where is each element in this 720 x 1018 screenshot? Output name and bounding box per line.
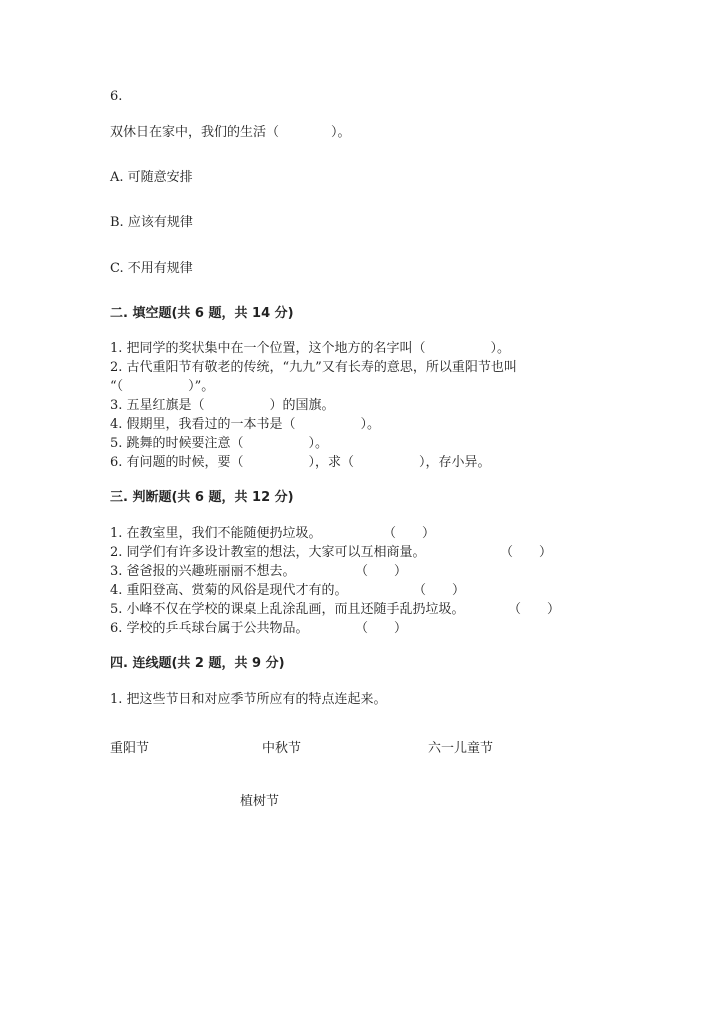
section4-title: 四. 连线题(共 2 题，共 9 分) bbox=[110, 656, 285, 671]
section3-title: 三. 判断题(共 6 题，共 12 分) bbox=[110, 490, 294, 505]
fill-line-6: 6. 有问题的时候，要（ ），求（ ），存小异。 bbox=[110, 455, 491, 470]
q6-option-c: C. 不用有规律 bbox=[110, 261, 193, 276]
judge-bracket-6: （ ） bbox=[355, 621, 408, 636]
fill-line-4: 4. 假期里，我看过的一本书是（ ）。 bbox=[110, 417, 381, 432]
judge-bracket-2: （ ） bbox=[500, 545, 553, 560]
matching-question-1: 1. 把这些节日和对应季节所应有的特点连起来。 bbox=[110, 692, 387, 707]
festival-childrens-day: 六一儿童节 bbox=[428, 741, 494, 756]
judge-item-5: 5. 小峰不仅在学校的课桌上乱涂乱画，而且还随手乱扔垃圾。 bbox=[110, 602, 465, 617]
section2-title: 二. 填空题(共 6 题，共 14 分) bbox=[110, 306, 294, 321]
festival-zhongqiu: 中秋节 bbox=[262, 741, 302, 756]
festival-arbor-day: 植树节 bbox=[240, 794, 280, 809]
fill-line-5: 5. 跳舞的时候要注意（ ）。 bbox=[110, 436, 329, 451]
q6-option-b: B. 应该有规律 bbox=[110, 215, 193, 230]
judge-bracket-4: （ ） bbox=[413, 583, 466, 598]
judge-item-1: 1. 在教室里，我们不能随便扔垃圾。 bbox=[110, 526, 322, 541]
judge-bracket-3: （ ） bbox=[355, 564, 408, 579]
fill-line-2: 2. 古代重阳节有敬老的传统，“九九”又有长寿的意思，所以重阳节也叫 bbox=[110, 360, 517, 375]
judge-bracket-1: （ ） bbox=[383, 526, 436, 541]
judge-item-2: 2. 同学们有许多设计教室的想法，大家可以互相商量。 bbox=[110, 545, 426, 560]
fill-line-1: 1. 把同学的奖状集中在一个位置，这个地方的名字叫（ ）。 bbox=[110, 341, 511, 356]
judge-item-3: 3. 爸爸报的兴趣班丽丽不想去。 bbox=[110, 564, 296, 579]
judge-item-4: 4. 重阳登高、赏菊的风俗是现代才有的。 bbox=[110, 583, 348, 598]
festival-chongyang: 重阳节 bbox=[110, 741, 150, 756]
q6-number: 6. bbox=[110, 89, 123, 104]
judge-bracket-5: （ ） bbox=[508, 602, 561, 617]
judge-item-6: 6. 学校的乒乓球台属于公共物品。 bbox=[110, 621, 309, 636]
q6-option-a: A. 可随意安排 bbox=[110, 170, 193, 185]
q6-stem: 双休日在家中，我们的生活（ ）。 bbox=[110, 125, 351, 140]
fill-line-3: 3. 五星红旗是（ ）的国旗。 bbox=[110, 398, 335, 413]
fill-line-2-cont: “（ ）”。 bbox=[110, 379, 215, 394]
